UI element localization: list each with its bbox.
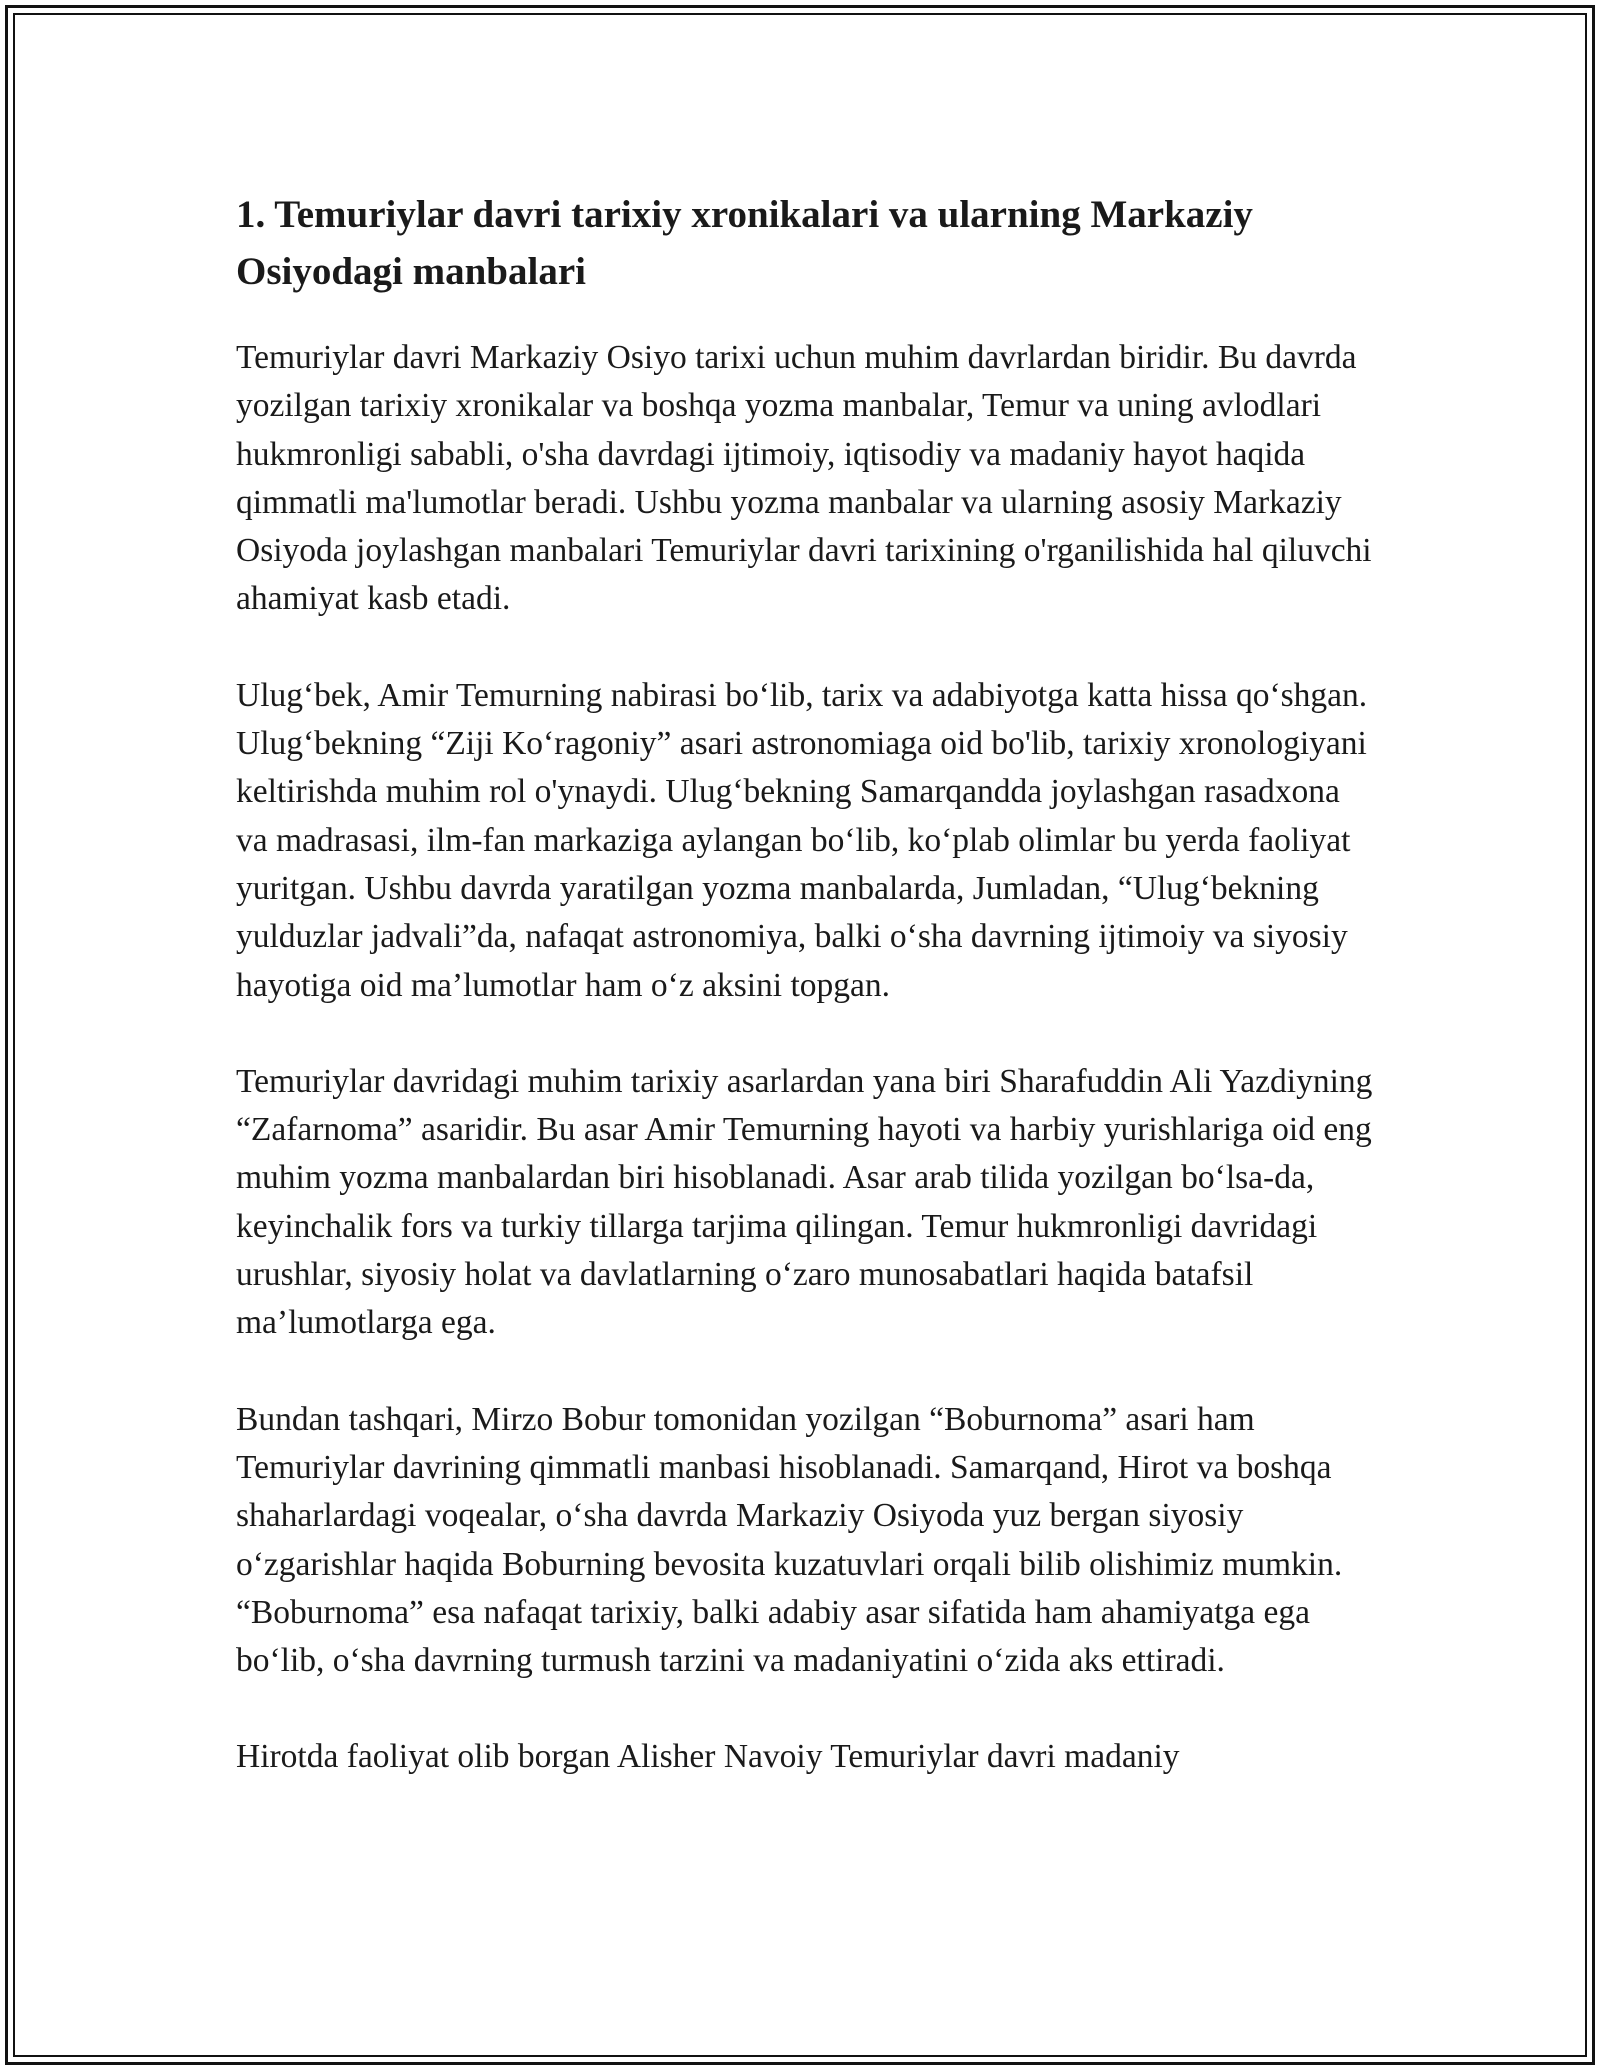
paragraph-3: Temuriylar davridagi muhim tarixiy asarlardan yana biri Sharafuddin Ali Yazdiyning “Zafarnoma” asaridir. Bu asar Amir Temurning hayoti va harbiy yurishlariga oid eng muhim yozma manbalardan biri hisoblanadi. Asar arab tilida yozilgan bo‘lsa-da, keyinchalik fors va turkiy tillarga tarjima qilingan. Temur hukmronligi davridagi urushlar, siyosiy holat va davlatlarning o‘zaro munosabatlari haqida batafsil ma’lumotlarga ega. xyxy=(236,1062,1373,1342)
document-body xyxy=(236,186,1376,1830)
section-heading: 1. Temuriylar davri tarixiy xronikalari va ularning Markaziy Osiyodagi manbalari xyxy=(236,193,1253,293)
paragraph-4: Bundan tashqari, Mirzo Bobur tomonidan yozilgan “Boburnoma” asari ham Temuriylar davrining qimmatli manbasi hisoblanadi. Samarqand, Hirot va boshqa shaharlardagi voqealar, o‘sha davrda Markaziy Osiyoda yuz bergan siyosiy o‘zgarishlar haqida Boburning bevosita kuzatuvlari orqali bilib olishimiz mumkin. “Boburnoma” esa nafaqat tarixiy, balki adabiy asar sifatida ham ahamiyatga ega bo‘lib, o‘sha davrning turmush tarzini va madaniyatini o‘zida aks ettiradi. xyxy=(236,1400,1343,1680)
paragraph-5: Hirotda faoliyat olib borgan Alisher Navoiy Temuriylar davri madaniy xyxy=(236,1738,1180,1776)
paragraph-2: Ulug‘bek, Amir Temurning nabirasi bo‘lib, tarix va adabiyotga katta hissa qo‘shgan. Ulug‘bekning “Ziji Ko‘ragoniy” asari astronomiaga oid bo'lib, tarixiy xronologiyani keltirishda muhim rol o'ynaydi. Ulug‘bekning Samarqandda joylashgan rasadxona va madrasasi, ilm-fan markaziga aylangan bo‘lib, ko‘plab olimlar bu yerda faoliyat yuritgan. Ushbu davrda yaratilgan yozma manbalarda, Jumladan, “Ulug‘bekning yulduzlar jadvali”da, nafaqat astronomiya, balki o‘sha davrning ijtimoiy va siyosiy hayotiga oid ma’lumotlar ham o‘z aksini topgan. xyxy=(236,676,1368,1004)
paragraph-1: Temuriylar davri Markaziy Osiyo tarixi uchun muhim davrlardan biridir. Bu davrda yozilgan tarixiy xronikalar va boshqa yozma manbalar, Temur va uning avlodlari hukmronligi sababli, o'sha davrdagi ijtimoiy, iqtisodiy va madaniy hayot haqida qimmatli ma'lumotlar beradi. Ushbu yozma manbalar va ularning asosiy Markaziy Osiyoda joylashgan manbalari Temuriylar davri tarixining o'rganilishida hal qiluvchi ahamiyat kasb etadi. xyxy=(236,339,1372,618)
